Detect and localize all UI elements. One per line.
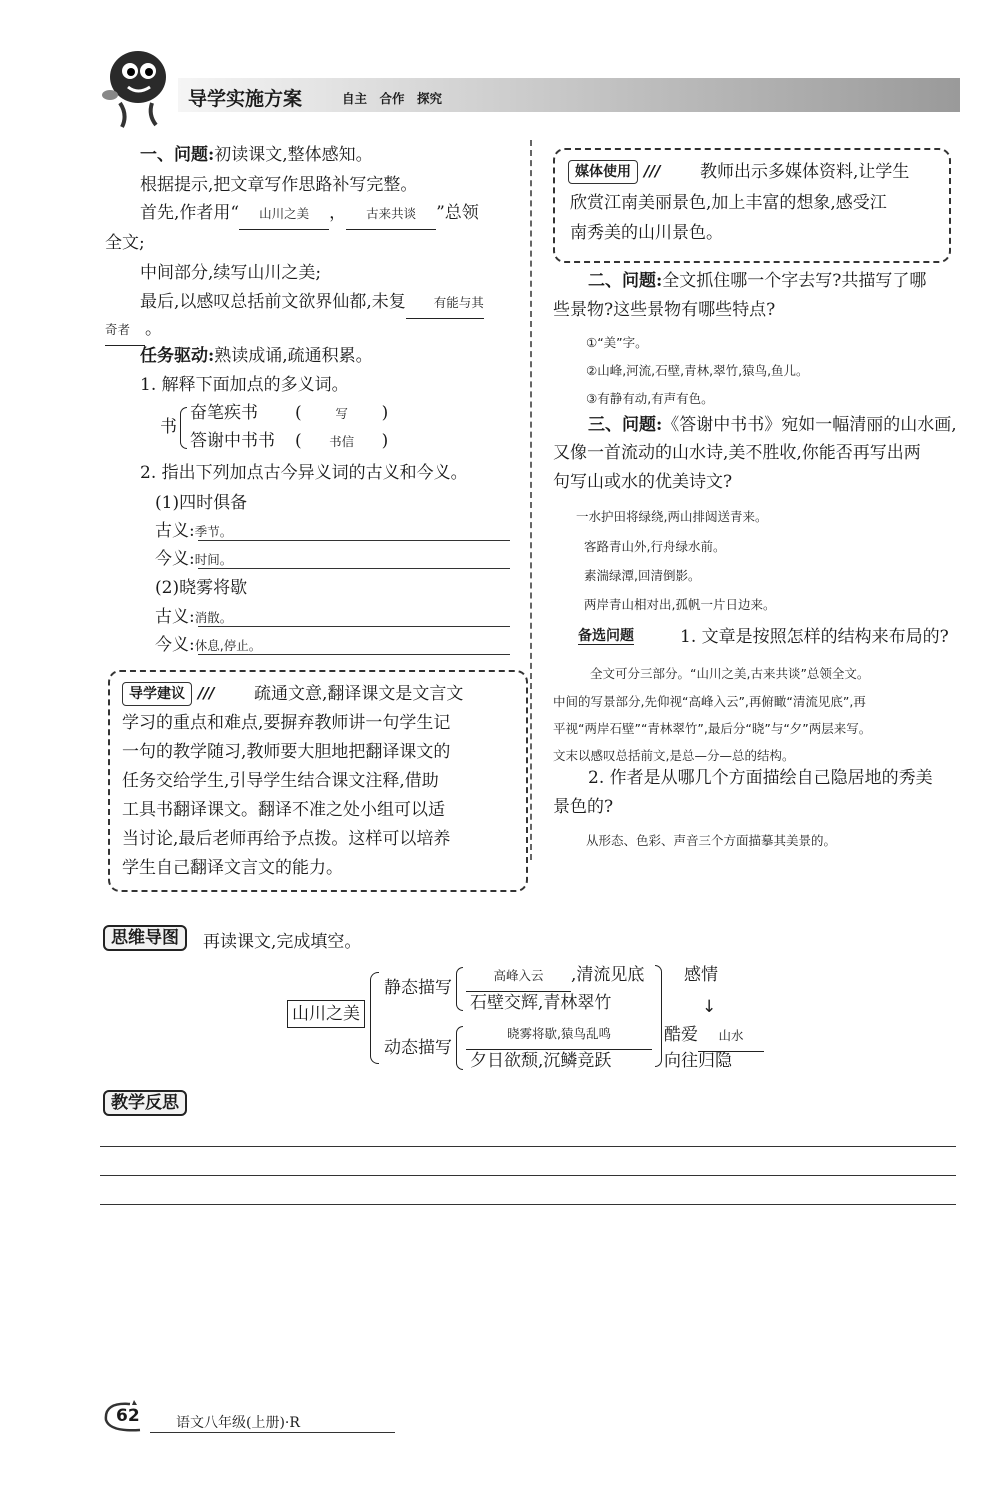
p2-jin-row: 今义:休息,停止。 [155, 635, 262, 655]
dynamic-row-2: 夕日欲颓,沉鳞竞跃 [470, 1051, 612, 1071]
mindmap-tag: 思维导图 [103, 925, 187, 951]
love-answer: 山水 [698, 1021, 764, 1052]
reflect-line-2 [100, 1175, 956, 1176]
media-line-2: 南秀美的山川景色。 [570, 223, 723, 243]
q2-answer-0: ①“美”字。 [586, 335, 648, 350]
guide-line-0: 疏通文意,翻译课文是文言文 [254, 684, 464, 704]
p2-gu-row: 古义:消散。 [155, 607, 233, 627]
shu-brace [180, 407, 187, 449]
bx1-answer-2: 平视“两岸石壁”“青林翠竹”,最后分“晓”与“夕”两层来写。 [553, 721, 872, 736]
p1-gu-row: 古义:季节。 [155, 521, 233, 541]
period: 。 [145, 319, 162, 339]
shu-2-answer: 书信 [329, 434, 355, 449]
reflect-line-3 [100, 1204, 956, 1205]
q2-answer-2: ③有静有动,有声有色。 [586, 391, 714, 406]
column-divider [530, 140, 532, 860]
mindmap-tag-wrap [103, 923, 187, 948]
guide-line-1: 学习的重点和难点,要摒弃教师讲一句学生记 [122, 713, 451, 733]
answer-blank-2: 古来共谈 [346, 199, 436, 230]
static-brace [456, 967, 463, 1011]
bx2-answer: 从形态、色彩、声音三个方面描摹其美景的。 [586, 833, 837, 848]
guide-line-4: 工具书翻译课文。翻译不准之处小组可以适 [122, 800, 445, 820]
first-line [140, 198, 479, 230]
media-tag-wrap: 媒体使用 /// [568, 160, 660, 184]
p2-gu-answer: 消散。 [194, 610, 233, 625]
q2-line-1: 二、问题:全文抓住哪一个字去写?共描写了哪 [588, 271, 927, 291]
static-label: 静态描写 [384, 978, 452, 998]
shu-item-2: 答谢中书书 ( 书信 ) [190, 426, 388, 457]
reflect-tag-wrap [103, 1088, 187, 1113]
guide-line-2: 一句的教学随习,教师要大胆地把翻译课文的 [122, 742, 451, 762]
p1-jin-answer: 时间。 [194, 552, 233, 567]
retreat-label: 向往归隐 [664, 1051, 732, 1071]
q2-line-2: 些景物?这些景物有哪些特点? [553, 300, 776, 320]
root-brace [370, 972, 379, 1064]
emotion-label: 感情 [684, 965, 718, 985]
task-label: 任务驱动: [140, 346, 215, 366]
media-line-1: 欣赏江南美丽景色,加上丰富的想象,感受江 [570, 193, 887, 213]
emotion-arrow: ↓ [702, 997, 717, 1017]
p2-gu-underline [198, 626, 510, 627]
p2-jin-answer: 休息,停止。 [194, 638, 262, 653]
media-tag: 媒体使用 [568, 160, 638, 184]
q3-line-3: 句写山或水的优美诗文? [553, 472, 733, 492]
guide-line-3: 任务交给学生,引导学生结合课文注释,借助 [122, 771, 439, 791]
static-row-2: 石壁交辉,青林翠竹 [470, 993, 612, 1013]
page-number: 62 [116, 1406, 140, 1426]
task-2: 2. 指出下列加点古今异义词的古义和今义。 [140, 463, 468, 483]
bx1-answer-0: 全文可分三部分。“山川之美,古来共谈”总领全文。 [590, 666, 870, 681]
q3-line-1: 三、问题:《答谢中书书》宛如一幅清丽的山水画, [588, 415, 957, 435]
reflect-tag: 教学反思 [103, 1090, 187, 1116]
answer-blank-1: 山川之美 [239, 199, 329, 230]
task-text: 熟读成诵,疏通积累。 [214, 346, 373, 366]
guide-tag-wrap: 导学建议 /// [122, 682, 214, 706]
book-title: 语文八年级(上册)·R [176, 1415, 300, 1431]
phrase-1: (1)四时俱备 [155, 493, 248, 513]
first-post: ”总领 [436, 203, 479, 223]
shu-1-word: 奋笔疾书 [190, 403, 258, 423]
q3-answer-2: 素湍绿潭,回清倒影。 [584, 568, 701, 583]
q3-answer-0: 一水护田将绿绕,两山排闼送青来。 [576, 509, 768, 524]
header-subtitle: 自主 合作 探究 [342, 91, 443, 106]
bx-2-line-2: 景色的? [553, 797, 614, 817]
bx1-answer-1: 中间的写景部分,先仰视“高峰入云”,再俯瞰“清流见底”,再 [553, 694, 866, 709]
q1-text: 初读课文,整体感知。 [214, 145, 373, 165]
bx-1: 1. 文章是按照怎样的结构来布局的? [680, 627, 949, 647]
guide-line-5: 当讨论,最后老师再给予点拨。这样可以培养 [122, 829, 451, 849]
shu-item-1: 奋笔疾书 ( 写 ) [190, 398, 388, 429]
sep: ， [329, 203, 347, 223]
footer-rule [150, 1432, 395, 1433]
mindmap-root: 山川之美 [287, 1000, 365, 1028]
q3-answer-3: 两岸青山相对出,孤帆一片日边来。 [584, 597, 776, 612]
emotion-bracket [655, 965, 662, 1067]
bx-2-line-1: 2. 作者是从哪几个方面描绘自己隐居地的秀美 [588, 768, 933, 788]
media-line-0: 教师出示多媒体资料,让学生 [700, 162, 910, 182]
task-line [140, 341, 373, 371]
q1-line [140, 140, 373, 170]
dynamic-label: 动态描写 [384, 1038, 452, 1058]
shu-char: 书 [160, 417, 177, 437]
dynamic-answer: 晓雾将歇,猿鸟乱鸣 [466, 1019, 652, 1050]
bx-tag: 备选问题 [578, 628, 634, 644]
p1-gu-answer: 季节。 [194, 524, 233, 539]
middle-line: 中间部分,续写山川之美; [140, 263, 322, 283]
q3-answer-1: 客路青山外,行舟绿水前。 [584, 539, 726, 554]
answer-blank-3b: 奇者 [105, 315, 145, 346]
static-row-1: 高峰入云 ,清流见底 [466, 960, 644, 992]
reflect-line-1 [100, 1146, 956, 1147]
first-pre: 首先,作者用“ [140, 203, 240, 223]
q2-answer-1: ②山峰,河流,石壁,青林,翠竹,猿鸟,鱼儿。 [586, 363, 809, 378]
header-title: 导学实施方案 [188, 88, 303, 110]
mindmap-instruction: 再读课文,完成填空。 [203, 932, 362, 952]
last-line [140, 287, 484, 319]
love-row: 酷爱 山水 [664, 1020, 764, 1052]
q3-label: 三、问题: [588, 415, 663, 435]
p1-jin-underline [198, 568, 510, 569]
answer-blank-3a: 有能与其 [406, 288, 484, 319]
q1-label: 一、问题: [140, 145, 215, 165]
p1-jin-row: 今义:时间。 [155, 549, 233, 569]
task-1: 1. 解释下面加点的多义词。 [140, 375, 349, 395]
bx-tag-wrap [578, 625, 634, 645]
guide-tag: 导学建议 [122, 682, 192, 706]
mascot-logo [98, 45, 178, 130]
guide-line-6: 学生自己翻译文言文的能力。 [122, 858, 343, 878]
static-answer: 高峰入云 [466, 961, 571, 992]
shu-1-answer: 写 [335, 406, 348, 421]
p1-gu-underline [198, 540, 510, 541]
phrase-2: (2)晓雾将歇 [155, 578, 248, 598]
q1-instruction: 根据提示,把文章写作思路补写完整。 [140, 175, 418, 195]
last-pre: 最后,以感叹总括前文欲界仙都,未复 [140, 292, 406, 312]
q3-line-2: 又像一首流动的山水诗,美不胜收,你能否再写出两 [553, 443, 921, 463]
bx1-answer-3: 文末以感叹总括前文,是总—分—总的结构。 [553, 748, 795, 763]
dynamic-brace [456, 1026, 463, 1070]
full-text: 全文; [105, 233, 145, 253]
q2-label: 二、问题: [588, 271, 663, 291]
p2-jin-underline [198, 654, 510, 655]
shu-2-word: 答谢中书书 [190, 431, 275, 451]
